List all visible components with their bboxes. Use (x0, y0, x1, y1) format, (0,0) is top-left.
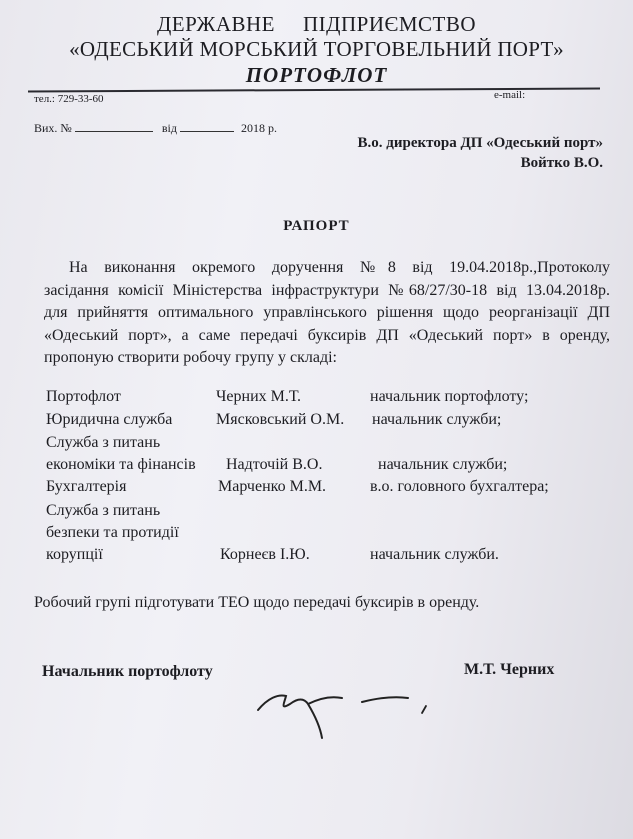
member-dept: Бухгалтерія (46, 478, 127, 495)
body-line: пропоную створити робочу групу у складі: (44, 349, 337, 366)
document-title: РАПОРТ (283, 218, 350, 234)
outgoing-no-label: Вих. № (34, 121, 72, 135)
body-line: На виконання окремого доручення №8 від 19.04.2018р.,Протоколу (69, 259, 610, 276)
member-name: Корнеєв І.Ю. (220, 546, 310, 563)
member-role: в.о. головного бухгалтера; (370, 478, 549, 495)
member-dept: Служба з питань (46, 434, 161, 451)
date-blank (180, 121, 234, 132)
member-name: Черних М.Т. (216, 388, 302, 405)
telephone: тел.: 729-33-60 (34, 93, 104, 105)
signatory-title: Начальник портофлоту (42, 663, 213, 680)
member-name: Надточій В.О. (226, 456, 323, 473)
division-name: ПОРТОФЛОТ (245, 63, 388, 87)
email-label: e-mail: (494, 89, 526, 101)
addressee-position: В.о. директора ДП «Одеський порт» (357, 135, 603, 151)
year-label: 2018 р. (240, 121, 277, 135)
body-line: для прийняття оптимального управлінського рішення щодо реорганізації ДП (44, 304, 610, 321)
member-dept: корупції (46, 546, 103, 563)
addressee-block (358, 133, 603, 173)
member-role: начальник служби; (378, 456, 508, 473)
org-name-line2: «ОДЕСЬКИЙ МОРСЬКИЙ ТОРГОВЕЛЬНИЙ ПОРТ» (69, 37, 564, 61)
body-paragraph (44, 257, 610, 370)
member-role: начальник портофлоту; (370, 388, 529, 405)
outgoing-no-blank (75, 121, 153, 132)
org-name-part1: ДЕРЖАВНЕ (156, 12, 276, 36)
org-name-line1 (0, 12, 633, 37)
member-dept: економіки та фінансів (46, 456, 196, 473)
body-line: засідання комісії Міністерства інфраструктури №68/27/30-18 від 13.04.2018р. (44, 281, 610, 299)
member-dept: Служба з питань (46, 502, 161, 519)
member-dept: Портофлот (46, 388, 121, 405)
member-name: Марченко М.М. (218, 478, 327, 495)
member-role: начальник служби. (370, 546, 499, 563)
date-from-label: від (161, 121, 177, 135)
signatory-name: М.Т. Черних (464, 661, 555, 678)
member-dept: Юридична служба (46, 411, 173, 428)
member-role: начальник служби; (372, 411, 502, 428)
addressee-name: Войтко В.О. (520, 155, 603, 171)
closing-text: Робочий групі підготувати ТЕО щодо передачі буксирів в оренду. (34, 594, 480, 611)
body-line: «Одеський порт», а саме передачі буксирів ДП «Одеський порт» в оренду, (44, 326, 610, 344)
member-dept: безпеки та протидії (46, 524, 179, 541)
org-name-part2: ПІДПРИЄМСТВО (303, 12, 477, 36)
handwritten-signature (250, 680, 440, 750)
member-name: Мясковський О.М. (216, 411, 345, 428)
outgoing-number-line (34, 121, 277, 136)
